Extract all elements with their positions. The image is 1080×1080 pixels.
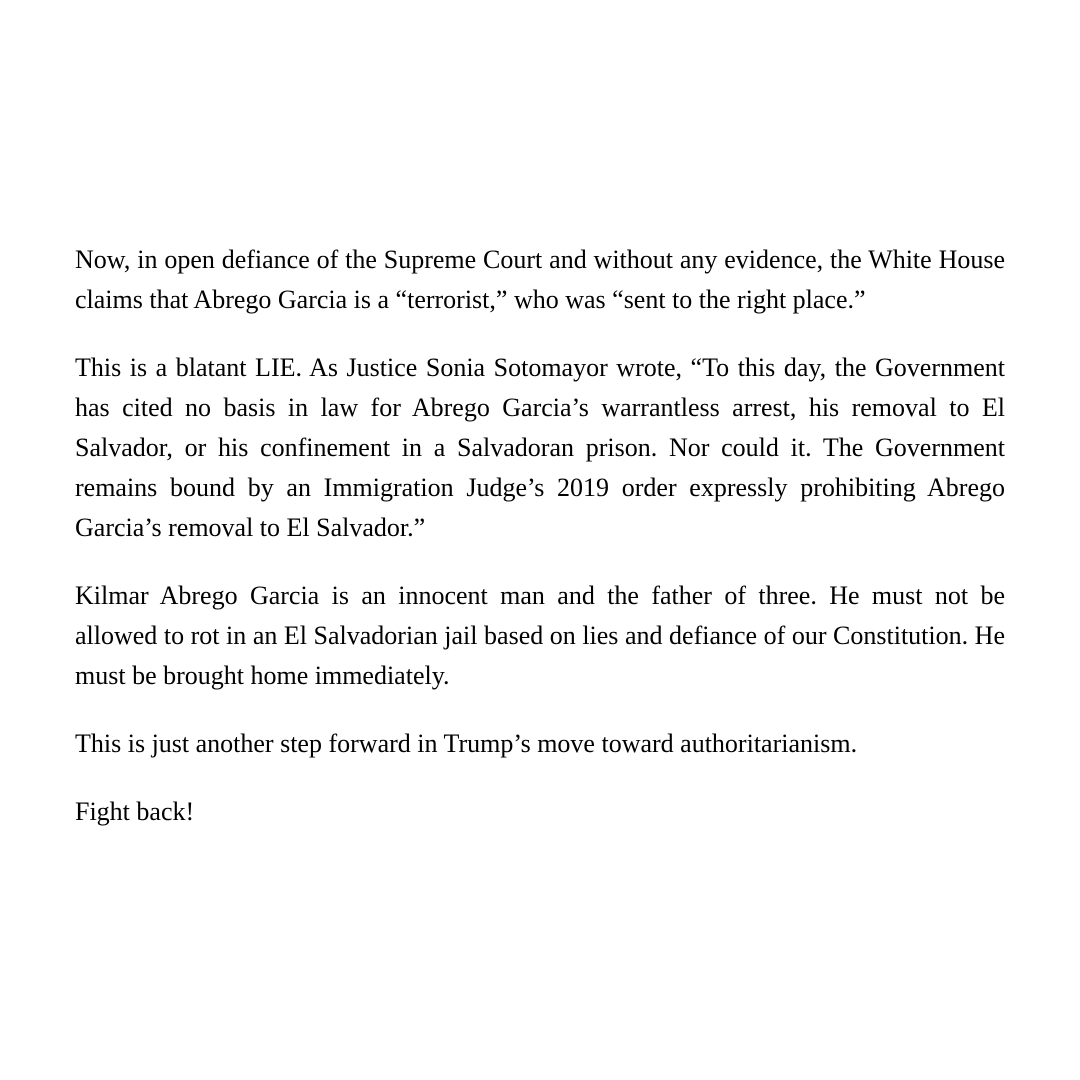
paragraph-fight-back: Fight back!	[75, 797, 195, 826]
statement-body	[75, 240, 1005, 832]
paragraph-defiance: Now, in open defiance of the Supreme Court and without any evidence, the White House claims that Abrego Garcia is a “terrorist,” who was “sent to the right place.”	[75, 245, 1005, 314]
paragraph-authoritarianism: This is just another step forward in Trump’s move toward authoritarianism.	[75, 729, 858, 758]
paragraph-kilmar-abrego-garcia: Kilmar Abrego Garcia is an innocent man and the father of three. He must not be allowed to rot in an El Salvadorian jail based on lies and defiance of our Constitution. He must be brought home immediately.	[75, 581, 1005, 690]
paragraph-sotomayor-quote: This is a blatant LIE. As Justice Sonia Sotomayor wrote, “To this day, the Government has cited no basis in law for Abrego Garcia’s warrantless arrest, his removal to El Salvador, or his confinement in a Salvadoran prison. Nor could it. The Government remains bound by an Immigration Judge’s 2019 order expressly prohibiting Abrego Garcia’s removal to El Salvador.”	[75, 353, 1005, 542]
